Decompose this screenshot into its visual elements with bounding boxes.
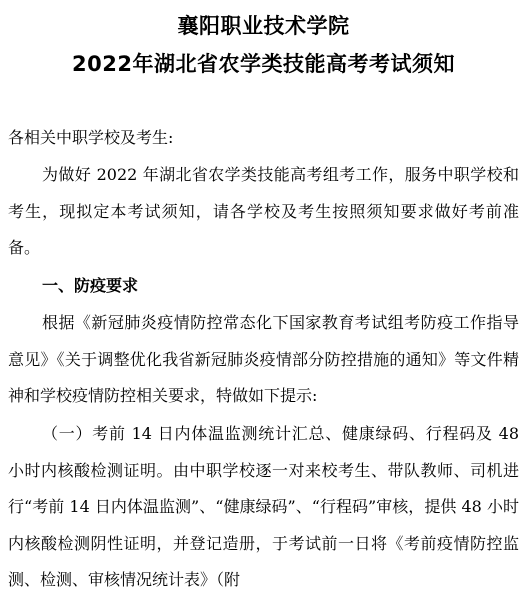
section-paragraph-basis: 根据《新冠肺炎疫情防控常态化下国家教育考试组考防疫工作指导意见》《关于调整优化我省新冠肺炎疫情部分防控措施的通知》等文件精神和学校疫情防控相关要求，特做如下提示: [8,313,519,405]
document-title-line2: 2022年湖北省农学类技能高考考试须知 [72,52,455,76]
section-item-1-paragraph: （一）考前 14 日内体温监测统计汇总、健康绿码、行程码及 48 小时内核酸检测证明。由中职学校逐一对来校考生、带队教师、司机进行“考前 14 日内体温监测”、“健康绿码”、“行程码”审核，提供 48 小时内核酸检测阴性证明，并登记造册，于考试前一日将《考前疫情防控监测、检测、审核情况统计表》（附 [8,424,519,589]
section-heading-epidemic-requirements: 一、防疫要求 [42,276,139,295]
salutation: 各相关中职学校及考生: [8,128,174,147]
document-title-line1: 襄阳职业技术学院 [177,14,350,38]
intro-paragraph: 为做好 2022 年湖北省农学类技能高考组考工作，服务中职学校和考生，现拟定本考试须知，请各学校及考生按照须知要求做好考前准备。 [8,165,519,257]
